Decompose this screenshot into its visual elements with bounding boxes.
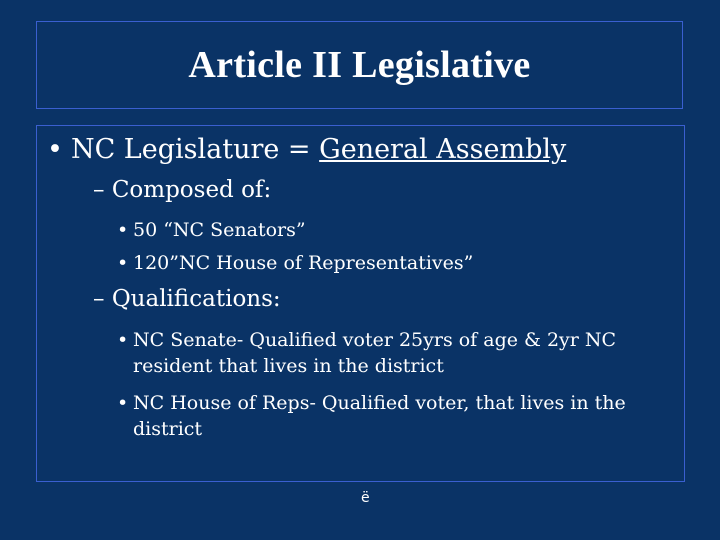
legislature-prefix: NC Legislature = — [70, 134, 320, 165]
bullet-icon: • — [117, 392, 129, 414]
list-item-senators — [117, 217, 677, 243]
list-item-senate-qualification — [117, 327, 677, 379]
content-box — [36, 125, 685, 482]
sub-composed — [93, 177, 271, 203]
bullet-icon: • — [47, 134, 63, 165]
bullet-legislature — [47, 134, 566, 165]
footer-glyph: ë — [361, 490, 370, 506]
senate-qualification-text: NC Senate- Qualified voter 25yrs of age & 2yr NC resident that lives in the district — [133, 329, 617, 377]
representatives-text: 120”NC House of Representatives” — [133, 252, 474, 274]
composed-label: Composed of: — [111, 177, 272, 203]
bullet-icon: • — [117, 219, 129, 241]
title-box — [36, 21, 683, 109]
house-qualification-text: NC House of Reps- Qualified voter, that lives in the district — [133, 392, 626, 440]
bullet-icon: • — [117, 252, 129, 274]
list-item-representatives — [117, 250, 677, 276]
senators-text: 50 “NC Senators” — [133, 219, 306, 241]
list-item-house-qualification — [117, 390, 677, 442]
sub-qualifications — [93, 286, 281, 312]
general-assembly-text: General Assembly — [319, 134, 567, 165]
bullet-icon: • — [117, 329, 129, 351]
dash-icon: – — [93, 177, 105, 203]
dash-icon: – — [93, 286, 105, 312]
slide-title: Article II Legislative — [188, 44, 531, 86]
qualifications-label: Qualifications: — [111, 286, 281, 312]
